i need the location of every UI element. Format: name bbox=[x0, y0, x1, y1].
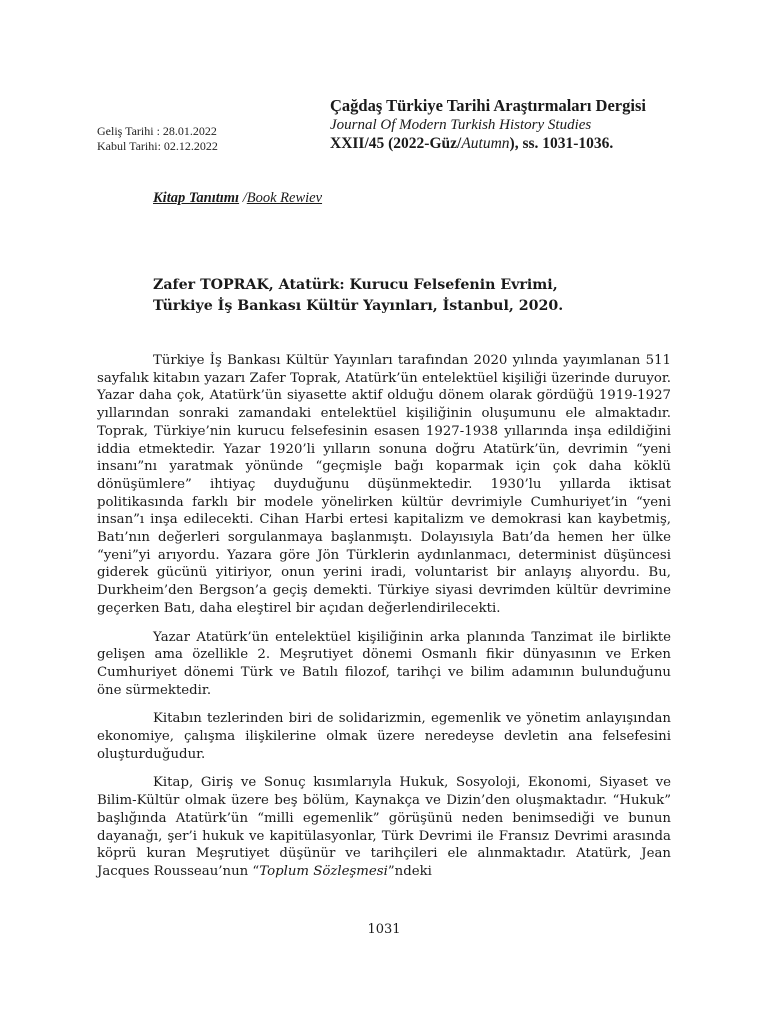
book-citation bbox=[153, 275, 563, 317]
paragraph-text-end: ”ndeki bbox=[387, 863, 432, 879]
volume-season: Autumn bbox=[461, 135, 510, 152]
book-line-1: Zafer TOPRAK, Atatürk: Kurucu Felsefenin Evrimi, bbox=[153, 277, 558, 293]
paragraph-text: Kitap, Giriş ve Sonuç kısımlarıyla Hukuk, Sosyoloji, Ekonomi, Siyaset ve Bilim-Kültür olmak üzere beş bölüm, Kaynakça ve Dizin’den oluşmaktadır. “Hukuk” başlığında Atatürk’ün “milli egemenlik” görüşünü neden benimsediği ve bunun dayanağı, şer’i hukuk ve kapitülasyonlar, Türk Devrimi ile Fransız Devrimi arasında köprü kuran Meşrutiyet düşünür ve tarihçileri ele alınmaktadır. Atatürk, Jean Jacques Rousseau’nun “ bbox=[97, 775, 671, 879]
volume-suffix: ), ss. 1031-1036. bbox=[509, 135, 614, 152]
section-heading bbox=[153, 190, 322, 207]
received-date: Geliş Tarihi : 28.01.2022 bbox=[97, 124, 217, 138]
section-label-tr: Kitap Tanıtımı bbox=[153, 190, 240, 206]
book-title-italic: Toplum Sözleşmesi bbox=[259, 863, 388, 879]
paragraph: Kitabın tezlerinden biri de solidarizmin, egemenlik ve yönetim anlayışından ekonomiye, çalışma ilişkilerine olmak üzere neredeyse devletin ana felsefesini oluşturduğudur. bbox=[97, 711, 671, 762]
section-label-en: Book Rewiev bbox=[246, 190, 323, 206]
accepted-date: Kabul Tarihi: 02.12.2022 bbox=[97, 139, 218, 153]
review-body bbox=[97, 352, 671, 881]
section-separator: / bbox=[239, 190, 247, 206]
journal-subtitle: Journal Of Modern Turkish History Studies bbox=[330, 117, 592, 133]
page-number: 1031 bbox=[367, 922, 401, 937]
journal-volume bbox=[330, 134, 730, 153]
submission-dates bbox=[97, 124, 218, 154]
journal-title: Çağdaş Türkiye Tarihi Araştırmaları Dergisi bbox=[330, 96, 646, 115]
paragraph bbox=[97, 774, 671, 880]
paragraph: Türkiye İş Bankası Kültür Yayınları tarafından 2020 yılında yayımlanan 511 sayfalık kitabın yazarı Zafer Toprak, Atatürk’ün entelektüel kişiliği üzerinde duruyor. Yazar daha çok, Atatürk’ün siyasette aktif olduğu dönem olarak gördüğü 1919-1927 yıllarından sonraki zamandaki entelektüel kişiliğinin oluşumunu ele almaktadır. Toprak, Türkiye’nin kurucu felsefesinin esasen 1927-1938 yıllarında inşa edildiğini iddia etmektedir. Yazar 1920’li yılların sonuna doğru Atatürk’ün, devrimin “yeni insanı”nı yaratmak yönünde “geçmişle bağı koparmak için çok daha köklü dönüşümlere” ihtiyaç duyduğunu düşünmektedir. 1930’lu yıllarda iktisat politikasında farklı bir modele yönelirken kültür devrimiyle Cumhuriyet’in “yeni insan”ı inşa edilecekti. Cihan Harbi ertesi kapitalizm ve demokrasi kan kaybetmiş, Batı’nın değerleri sorgulanmaya başlanmıştı. Dolayısıyla Batı’da hemen her ülke “yeni”yi arıyordu. Yazara göre Jön Türklerin aydınlanmacı, determinist düşüncesi giderek gücünü yitiriyor, onun yerini iradi, voluntarist bir anlayış alıyordu. Bu, Durkheim’den Bergson’a geçiş demekti. Türkiye siyasi devrimden kültür devrimine geçerken Batı, daha eleştirel bir açıdan değerlendirilecekti. bbox=[97, 353, 671, 616]
volume-prefix: XXII/45 (2022-Güz/ bbox=[330, 135, 462, 152]
paragraph: Yazar Atatürk’ün entelektüel kişiliğinin arka planında Tanzimat ile birlikte gelişen ama özellikle 2. Meşrutiyet dönemi Osmanlı fikir dünyasının ve Erken Cumhuriyet dönemi Türk ve Batılı filozof, tarihçi ve bilim adamının bulunduğunu öne sürmektedir. bbox=[97, 629, 671, 698]
book-line-2: Türkiye İş Bankası Kültür Yayınları, İstanbul, 2020. bbox=[153, 298, 564, 314]
journal-header bbox=[330, 96, 730, 153]
